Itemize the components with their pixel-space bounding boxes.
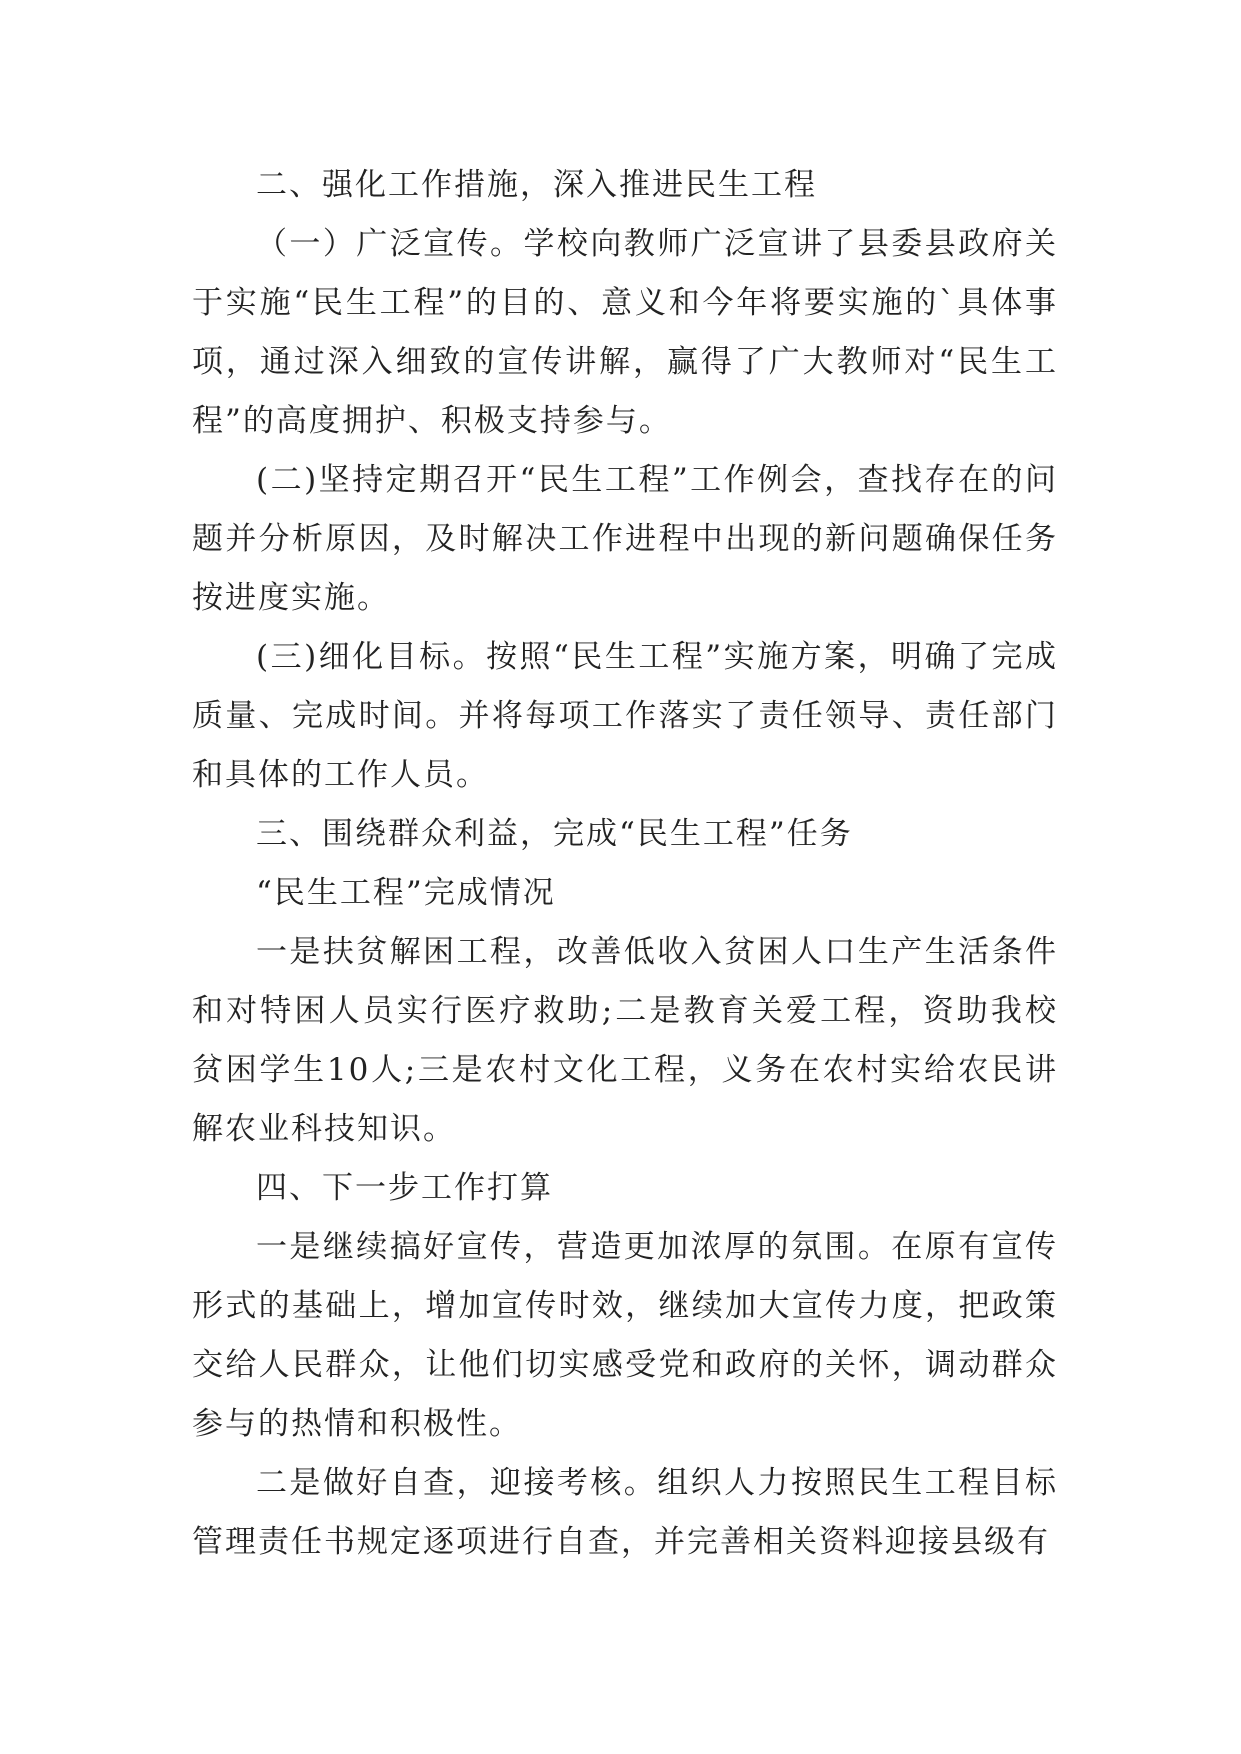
- paragraph: 一是继续搞好宣传，营造更加浓厚的氛围。在原有宣传形式的基础上，增加宣传时效，继续加大宣传力度，把政策交给人民群众，让他们切实感受党和政府的关怀，调动群众参与的热情和积极性。: [192, 1229, 1058, 1442]
- paragraph: (二)坚持定期召开“民生工程”工作例会，查找存在的问题并分析原因，及时解决工作进程中出现的新问题确保任务按进度实施。: [192, 462, 1058, 616]
- section-heading-3: 三、围绕群众利益，完成“民生工程”任务: [256, 816, 853, 852]
- subheading: “民生工程”完成情况: [256, 875, 556, 911]
- paragraph: 二是做好自查，迎接考核。组织人力按照民生工程目标管理责任书规定逐项进行自查，并完善相关资料迎接县级有: [192, 1465, 1058, 1560]
- section-heading-2: 二、强化工作措施，深入推进民生工程: [256, 167, 817, 203]
- paragraph: 一是扶贫解困工程，改善低收入贫困人口生产生活条件和对特困人员实行医疗救助;二是教育关爱工程，资助我校贫困学生10人;三是农村文化工程，义务在农村实给农民讲解农业科技知识。: [192, 934, 1058, 1147]
- paragraph: (三)细化目标。按照“民生工程”实施方案，明确了完成质量、完成时间。并将每项工作落实了责任领导、责任部门和具体的工作人员。: [192, 639, 1058, 793]
- document-body: [192, 156, 1058, 1572]
- paragraph: （一）广泛宣传。学校向教师广泛宣讲了县委县政府关于实施“民生工程”的目的、意义和今年将要实施的`具体事项，通过深入细致的宣传讲解，赢得了广大教师对“民生工程”的高度拥护、积极支持参与。: [192, 226, 1058, 439]
- section-heading-4: 四、下一步工作打算: [256, 1170, 553, 1206]
